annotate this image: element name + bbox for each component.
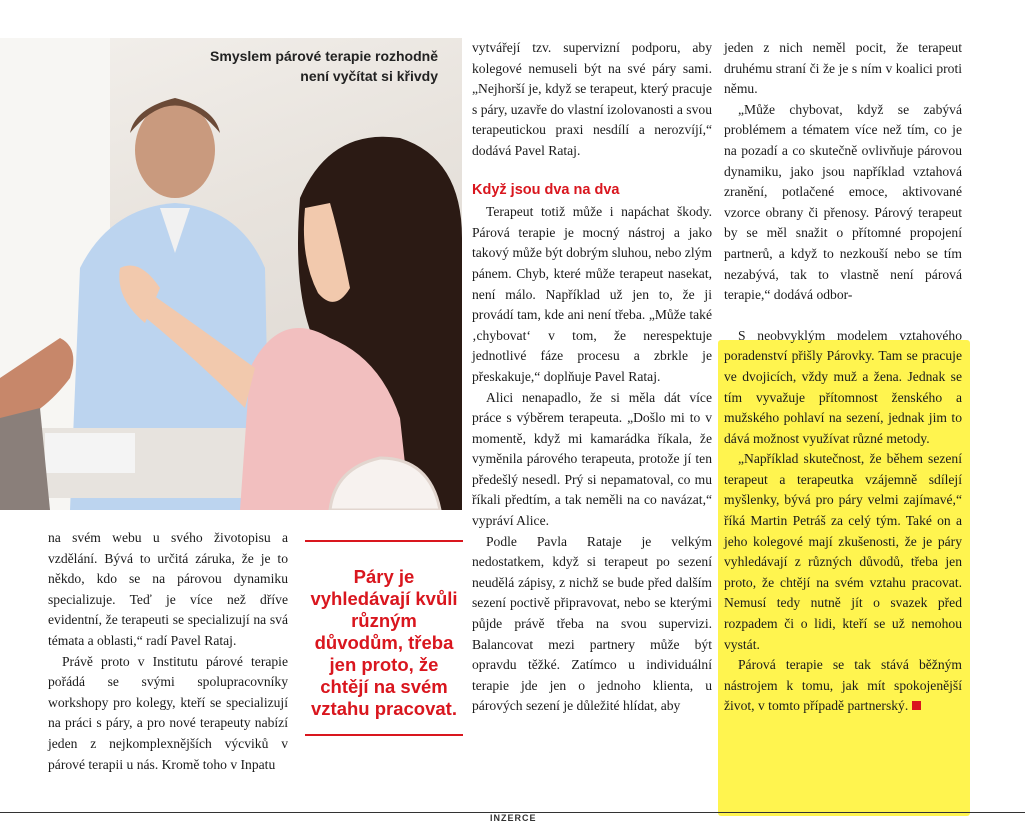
caption-line-1: Smyslem párové terapie rozhodně <box>210 48 438 64</box>
caption-line-2: není vyčítat si křivdy <box>300 68 438 84</box>
column-3 <box>724 38 962 717</box>
col1-paragraph-1: na svém webu u svého životopisu a vzdělání. Bývá to určitá záruka, že je to někdo, kdo se na párovou dynamiku specializuje. Teď je více než dříve evidentní, že terapeuti se specializují na svá témata a oblasti,“ radí Pavel Rataj. <box>48 530 288 648</box>
section-subheading: Když jsou dva na dva <box>472 181 620 198</box>
col3-paragraph-5 <box>724 655 962 717</box>
therapy-scene-illustration <box>0 38 462 510</box>
article-photo <box>0 38 462 510</box>
col3-paragraph-3: S neobvyklým modelem vztahového poradenství přišly Párovky. Tam se pracuje ve dvojicích, vždy muž a žena. Jednak se tím vyvažuje přítomnost ženského a mužského pohlaví na sezení, jednak jim to dává možnost využívat různé metody. <box>724 327 962 446</box>
col3-paragraph-5-text: Párová terapie se tak stává běžným nástrojem k tomu, jak mít spokojenější život, v tomto případě partnerský. <box>724 657 962 714</box>
col3-paragraph-4: „Například skutečnost, že během sezení terapeut a terapeutka vzájemně sdílejí myšlenky, bývá pro páry velmi zajímavé,“ říká Martin Petráš za celý tým. Také on a jeho kolegové mají zkušenosti, že je páry vyhledávají z různých důvodů, třeba jen proto, že chtějí na svém vztahu pracovat. Nemusí tedy nutně jít o svazek před rozpadem či o lidi, kteří se už nemohou vystát. <box>724 451 962 652</box>
column-2 <box>472 38 712 717</box>
col3-paragraph-1: jeden z nich neměl pocit, že terapeut druhému straní či že je s ním v koalici proti němu. <box>724 40 962 97</box>
pull-quote: Páry je vyhledávají kvůli různým důvodům, třeba jen proto, že chtějí na svém vztahu pracovat. <box>305 540 463 736</box>
footer-label: INZERCE <box>490 813 537 823</box>
col2-paragraph-2: Terapeut totiž může i napáchat škody. Párová terapie je mocný nástroj a jako takový může být dobrým sluhou, nebo zlým pánem. Chyb, které může terapeut nasekat, není málo. Například už jen to, že ji provádí tam, kde ani není třeba. „Může také ‚chybovat‘ v tom, že nerespektuje jednotlivé fáze procesu a zbrkle je přeskakuje,“ doplňuje Pavel Rataj. <box>472 204 712 384</box>
end-of-article-square-icon <box>912 701 921 710</box>
col2-paragraph-3: Alici nenapadlo, že si měla dát více práce s výběrem terapeuta. „Došlo mi to v momentě, když mi kamarádka říkala, že vyměnila párového terapeuta, protože jí ten předešlý nesedl. Prý si nepamatoval, co mu říkali předtím, a tak neměli na co navázat,“ vypráví Alice. <box>472 389 712 529</box>
photo-caption <box>88 46 438 86</box>
col2-paragraph-1: vytvářejí tzv. supervizní podporu, aby kolegové nemuseli být na své páry sami. „Nejhorší je, když se terapeut, který pracuje s páry, uzavře do vlastní izolovanosti a svou terapeutickou praxi nesdílí a nerozvíjí,“ dodává Pavel Rataj. <box>472 40 712 158</box>
col1-paragraph-2: Právě proto v Institutu párové terapie pořádá se svými spolupracovníky workshopy pro kolegy, kteří se specializují na práci s páry, a pro nové terapeuty nabízí jeden z nejkomplexnějších výcviků v párové terapii u nás. Kromě toho v Inpatu <box>48 653 288 772</box>
column-1 <box>48 528 288 775</box>
col2-paragraph-4: Podle Pavla Rataje je velkým nedostatkem, když si terapeut po sezení neudělá zápisy, z nichž se bude před dalším sezení poctivě připravovat, nebo se kterými půjde právě třeba na svou supervizi. Balancovat mezi partnery může být opravdu těžké. Zatímco u individuální terapie jde jen o jednoho klienta, u párových sezení je důležité hlídat, aby <box>472 533 712 714</box>
col3-paragraph-2: „Může chybovat, když se zabývá problémem a tématem více než tím, co je na pozadí a co skutečně ovlivňuje párovou dynamiku, jako jsou například vztahová zranění, potlačené emoce, aktivované vzorce obrany či přenosy. Párový terapeut by se měl snažit o přítomné propojení partnerů, a když to nezkouší nebo se tím nezabývá, tak to vlastně není párová terapie,“ dodává odbor- <box>724 101 962 303</box>
